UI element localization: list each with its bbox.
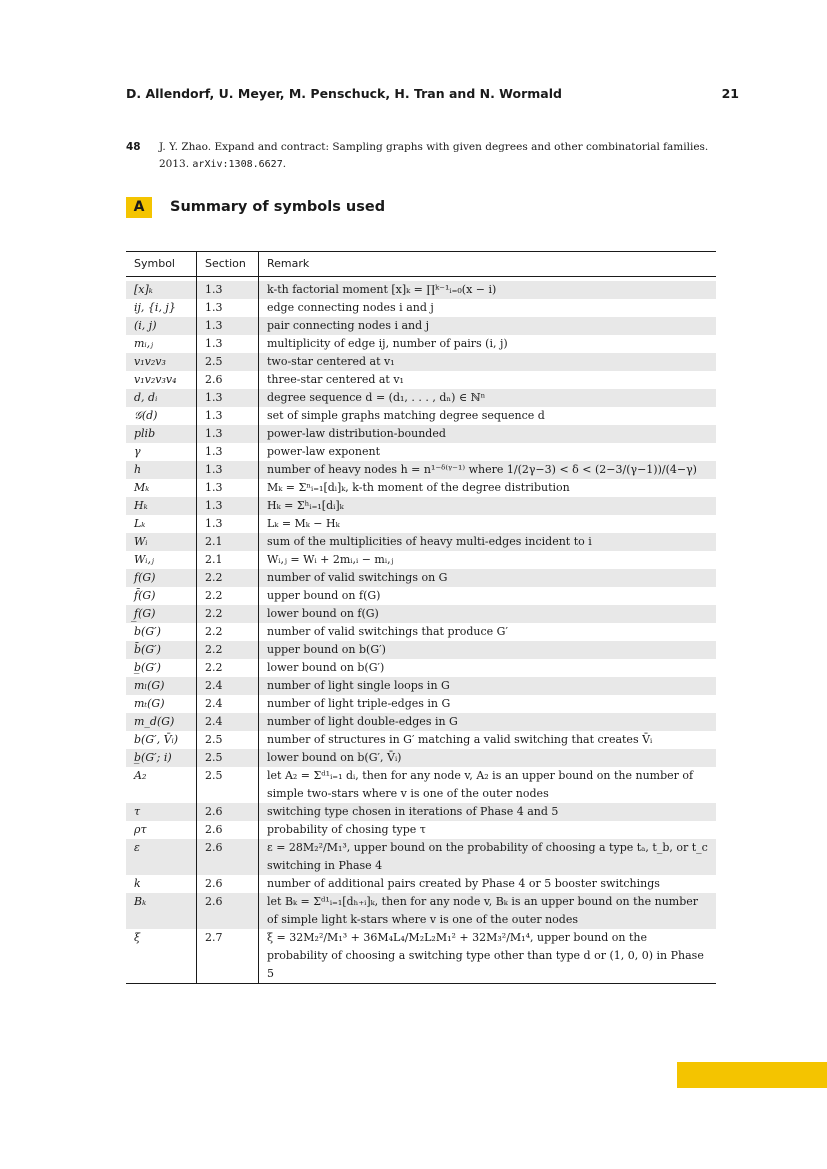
table-row bbox=[126, 749, 716, 767]
section-cell: 2.2 bbox=[196, 641, 258, 659]
symbol-cell: mₗ(G) bbox=[134, 679, 165, 692]
table-body bbox=[126, 281, 716, 983]
table-row bbox=[126, 389, 716, 407]
section-cell: 2.7 bbox=[196, 929, 258, 983]
table-row bbox=[126, 569, 716, 587]
remark-cell: ξ = 32M₂²/M₁³ + 36M₄L₄/M₂L₂M₁² + 32M₃²/M₁⁴, upper bound on the probability of choosing a switching type other than type d or (1, 0, 0) in Phase 5 bbox=[258, 929, 716, 983]
table-row bbox=[126, 641, 716, 659]
table-row bbox=[126, 821, 716, 839]
section-cell: 2.5 bbox=[196, 353, 258, 371]
section-cell: 2.6 bbox=[196, 803, 258, 821]
symbol-cell: Lₖ bbox=[134, 517, 146, 530]
section-cell: 2.6 bbox=[196, 371, 258, 389]
remark-cell: probability of chosing type τ bbox=[258, 821, 716, 839]
remark-cell: lower bound on f(G) bbox=[258, 605, 716, 623]
table-row bbox=[126, 371, 716, 389]
reference-arxiv: arXiv:1308.6627 bbox=[192, 159, 283, 170]
section-cell: 1.3 bbox=[196, 299, 258, 317]
table-row bbox=[126, 551, 716, 569]
symbol-cell: f̲(G) bbox=[134, 607, 156, 620]
symbol-cell: v₁v₂v₃ bbox=[134, 355, 166, 368]
section-cell: 2.5 bbox=[196, 767, 258, 803]
remark-cell: power-law distribution-bounded bbox=[258, 425, 716, 443]
symbol-cell: mᵢ,ⱼ bbox=[134, 337, 154, 350]
remark-cell: multiplicity of edge ij, number of pairs (i, j) bbox=[258, 335, 716, 353]
remark-cell: number of structures in G′ matching a valid switching that creates V̄ᵢ bbox=[258, 731, 716, 749]
appendix-title: Summary of symbols used bbox=[170, 199, 386, 215]
symbol-cell: [x]ₖ bbox=[134, 283, 153, 296]
table-row bbox=[126, 533, 716, 551]
symbol-cell: v₁v₂v₃v₄ bbox=[134, 373, 177, 386]
table-row bbox=[126, 605, 716, 623]
symbol-cell: Bₖ bbox=[134, 895, 147, 908]
table-bottom-rule bbox=[126, 983, 716, 984]
table-row bbox=[126, 443, 716, 461]
section-cell: 1.3 bbox=[196, 281, 258, 299]
remark-cell: Wᵢ,ⱼ = Wᵢ + 2mᵢ,ᵢ − mᵢ,ⱼ bbox=[258, 551, 716, 569]
symbol-cell: Mₖ bbox=[134, 481, 150, 494]
remark-cell: Mₖ = Σⁿᵢ₌₁[dᵢ]ₖ, k-th moment of the degree distribution bbox=[258, 479, 716, 497]
table-row bbox=[126, 713, 716, 731]
symbol-cell: ε bbox=[134, 841, 140, 854]
table-row bbox=[126, 731, 716, 749]
symbol-cell: A₂ bbox=[134, 769, 147, 782]
symbol-cell: ij, {i, j} bbox=[134, 301, 176, 314]
section-cell: 1.3 bbox=[196, 515, 258, 533]
remark-cell: number of valid switchings that produce G′ bbox=[258, 623, 716, 641]
remark-cell: upper bound on f(G) bbox=[258, 587, 716, 605]
table-row bbox=[126, 461, 716, 479]
symbol-cell: plib bbox=[134, 427, 156, 440]
remark-cell: number of light triple-edges in G bbox=[258, 695, 716, 713]
remark-cell: lower bound on b(G′, V̄ᵢ) bbox=[258, 749, 716, 767]
reference-text: J. Y. Zhao. Expand and contract: Sampling graphs with given degrees and other combinatorial families. 2013. bbox=[159, 141, 709, 170]
section-cell: 2.6 bbox=[196, 893, 258, 929]
table-header-row bbox=[126, 252, 716, 276]
section-cell: 2.4 bbox=[196, 713, 258, 731]
table-row bbox=[126, 695, 716, 713]
footer-accent-bar bbox=[677, 1062, 827, 1088]
section-cell: 2.4 bbox=[196, 695, 258, 713]
section-cell: 2.5 bbox=[196, 731, 258, 749]
remark-cell: pair connecting nodes i and j bbox=[258, 317, 716, 335]
appendix-letter-badge: A bbox=[126, 197, 152, 218]
remark-cell: ε = 28M₂²/M₁³, upper bound on the probability of choosing a type tₐ, t_b, or t_c switching in Phase 4 bbox=[258, 839, 716, 875]
remark-cell: number of additional pairs created by Phase 4 or 5 booster switchings bbox=[258, 875, 716, 893]
remark-cell: number of light single loops in G bbox=[258, 677, 716, 695]
remark-cell: k-th factorial moment [x]ₖ = ∏ᵏ⁻¹ᵢ₌₀(x − i) bbox=[258, 281, 716, 299]
remark-cell: let Bₖ = Σᵈ¹ᵢ₌₁[dₕ₊ᵢ]ₖ, then for any node v, Bₖ is an upper bound on the number of simple light k-stars where v is one of the outer nodes bbox=[258, 893, 716, 929]
reference-text-block bbox=[159, 139, 716, 173]
table-row bbox=[126, 425, 716, 443]
symbol-cell: f̄(G) bbox=[134, 589, 156, 602]
reference-end: . bbox=[282, 158, 287, 170]
table-row bbox=[126, 515, 716, 533]
remark-cell: switching type chosen in iterations of Phase 4 and 5 bbox=[258, 803, 716, 821]
reference-number: 48 bbox=[126, 141, 141, 153]
symbol-cell: b(G′, V̄ᵢ) bbox=[134, 733, 179, 746]
symbol-cell: f(G) bbox=[134, 571, 156, 584]
section-cell: 2.1 bbox=[196, 551, 258, 569]
symbol-cell: ρτ bbox=[134, 823, 147, 836]
section-cell: 2.5 bbox=[196, 749, 258, 767]
remark-cell: number of light double-edges in G bbox=[258, 713, 716, 731]
symbol-cell: 𝒢(d) bbox=[134, 409, 158, 422]
symbol-cell: b(G′) bbox=[134, 625, 161, 638]
symbol-cell: b̲(G′) bbox=[134, 661, 161, 674]
table-row bbox=[126, 929, 716, 983]
remark-cell: sum of the multiplicities of heavy multi-edges incident to i bbox=[258, 533, 716, 551]
table-row bbox=[126, 299, 716, 317]
remark-cell: two-star centered at v₁ bbox=[258, 353, 716, 371]
symbol-cell: k bbox=[134, 877, 141, 890]
section-cell: 2.2 bbox=[196, 569, 258, 587]
table-row bbox=[126, 353, 716, 371]
section-cell: 2.6 bbox=[196, 821, 258, 839]
section-cell: 1.3 bbox=[196, 407, 258, 425]
reference-entry bbox=[126, 139, 716, 173]
section-cell: 1.3 bbox=[196, 443, 258, 461]
remark-cell: Hₖ = Σʰᵢ₌₁[dᵢ]ₖ bbox=[258, 497, 716, 515]
remark-cell: upper bound on b(G′) bbox=[258, 641, 716, 659]
remark-cell: lower bound on b(G′) bbox=[258, 659, 716, 677]
symbol-cell: Wᵢ bbox=[134, 535, 148, 548]
remark-cell: set of simple graphs matching degree sequence d bbox=[258, 407, 716, 425]
table-row bbox=[126, 281, 716, 299]
section-cell: 2.2 bbox=[196, 605, 258, 623]
section-cell: 1.3 bbox=[196, 335, 258, 353]
header-remark: Remark bbox=[258, 252, 716, 276]
page-number: 21 bbox=[721, 86, 739, 101]
table-row bbox=[126, 875, 716, 893]
table-row bbox=[126, 317, 716, 335]
table-row bbox=[126, 893, 716, 929]
table-row bbox=[126, 659, 716, 677]
section-cell: 2.2 bbox=[196, 623, 258, 641]
remark-cell: Lₖ = Mₖ − Hₖ bbox=[258, 515, 716, 533]
running-header bbox=[126, 86, 739, 106]
table-row bbox=[126, 587, 716, 605]
symbol-cell: Hₖ bbox=[134, 499, 148, 512]
symbol-cell: (i, j) bbox=[134, 319, 157, 332]
remark-cell: power-law exponent bbox=[258, 443, 716, 461]
remark-cell: three-star centered at v₁ bbox=[258, 371, 716, 389]
remark-cell: number of valid switchings on G bbox=[258, 569, 716, 587]
section-cell: 2.4 bbox=[196, 677, 258, 695]
section-cell: 2.1 bbox=[196, 533, 258, 551]
table-row bbox=[126, 677, 716, 695]
symbol-cell: ξ bbox=[134, 931, 141, 944]
header-section: Section bbox=[196, 252, 258, 276]
symbol-cell: h bbox=[134, 463, 142, 476]
table-row bbox=[126, 623, 716, 641]
table-row bbox=[126, 803, 716, 821]
header-authors: D. Allendorf, U. Meyer, M. Penschuck, H. Tran and N. Wormald bbox=[126, 86, 562, 101]
table-row bbox=[126, 839, 716, 875]
table-row bbox=[126, 335, 716, 353]
section-cell: 1.3 bbox=[196, 317, 258, 335]
table-row bbox=[126, 479, 716, 497]
remark-cell: let A₂ = Σᵈ¹ᵢ₌₁ dᵢ, then for any node v, A₂ is an upper bound on the number of simple two-stars where v is one of the outer nodes bbox=[258, 767, 716, 803]
remark-cell: edge connecting nodes i and j bbox=[258, 299, 716, 317]
section-cell: 2.6 bbox=[196, 875, 258, 893]
symbol-cell: b̲(G′; i) bbox=[134, 751, 172, 764]
header-symbol: Symbol bbox=[134, 257, 175, 270]
symbol-cell: Wᵢ,ⱼ bbox=[134, 553, 154, 566]
symbol-cell: m_d(G) bbox=[134, 715, 175, 728]
remark-cell: degree sequence d = (d₁, . . . , dₙ) ∈ ℕⁿ bbox=[258, 389, 716, 407]
section-cell: 1.3 bbox=[196, 461, 258, 479]
section-cell: 1.3 bbox=[196, 425, 258, 443]
table-row bbox=[126, 767, 716, 803]
table-row bbox=[126, 497, 716, 515]
table-row bbox=[126, 407, 716, 425]
section-cell: 2.6 bbox=[196, 839, 258, 875]
section-cell: 1.3 bbox=[196, 389, 258, 407]
symbol-cell: b̄(G′) bbox=[134, 643, 161, 656]
symbols-table bbox=[126, 251, 716, 984]
symbol-cell: γ bbox=[134, 445, 141, 458]
section-cell: 1.3 bbox=[196, 479, 258, 497]
remark-cell: number of heavy nodes h = n¹⁻ᵟ⁽ᵞ⁻¹⁾ where 1/(2γ−3) < δ < (2−3/(γ−1))/(4−γ) bbox=[258, 461, 716, 479]
symbol-cell: d, dᵢ bbox=[134, 391, 158, 404]
symbol-cell: τ bbox=[134, 805, 141, 818]
section-cell: 1.3 bbox=[196, 497, 258, 515]
section-cell: 2.2 bbox=[196, 659, 258, 677]
symbol-cell: mₜ(G) bbox=[134, 697, 165, 710]
section-cell: 2.2 bbox=[196, 587, 258, 605]
